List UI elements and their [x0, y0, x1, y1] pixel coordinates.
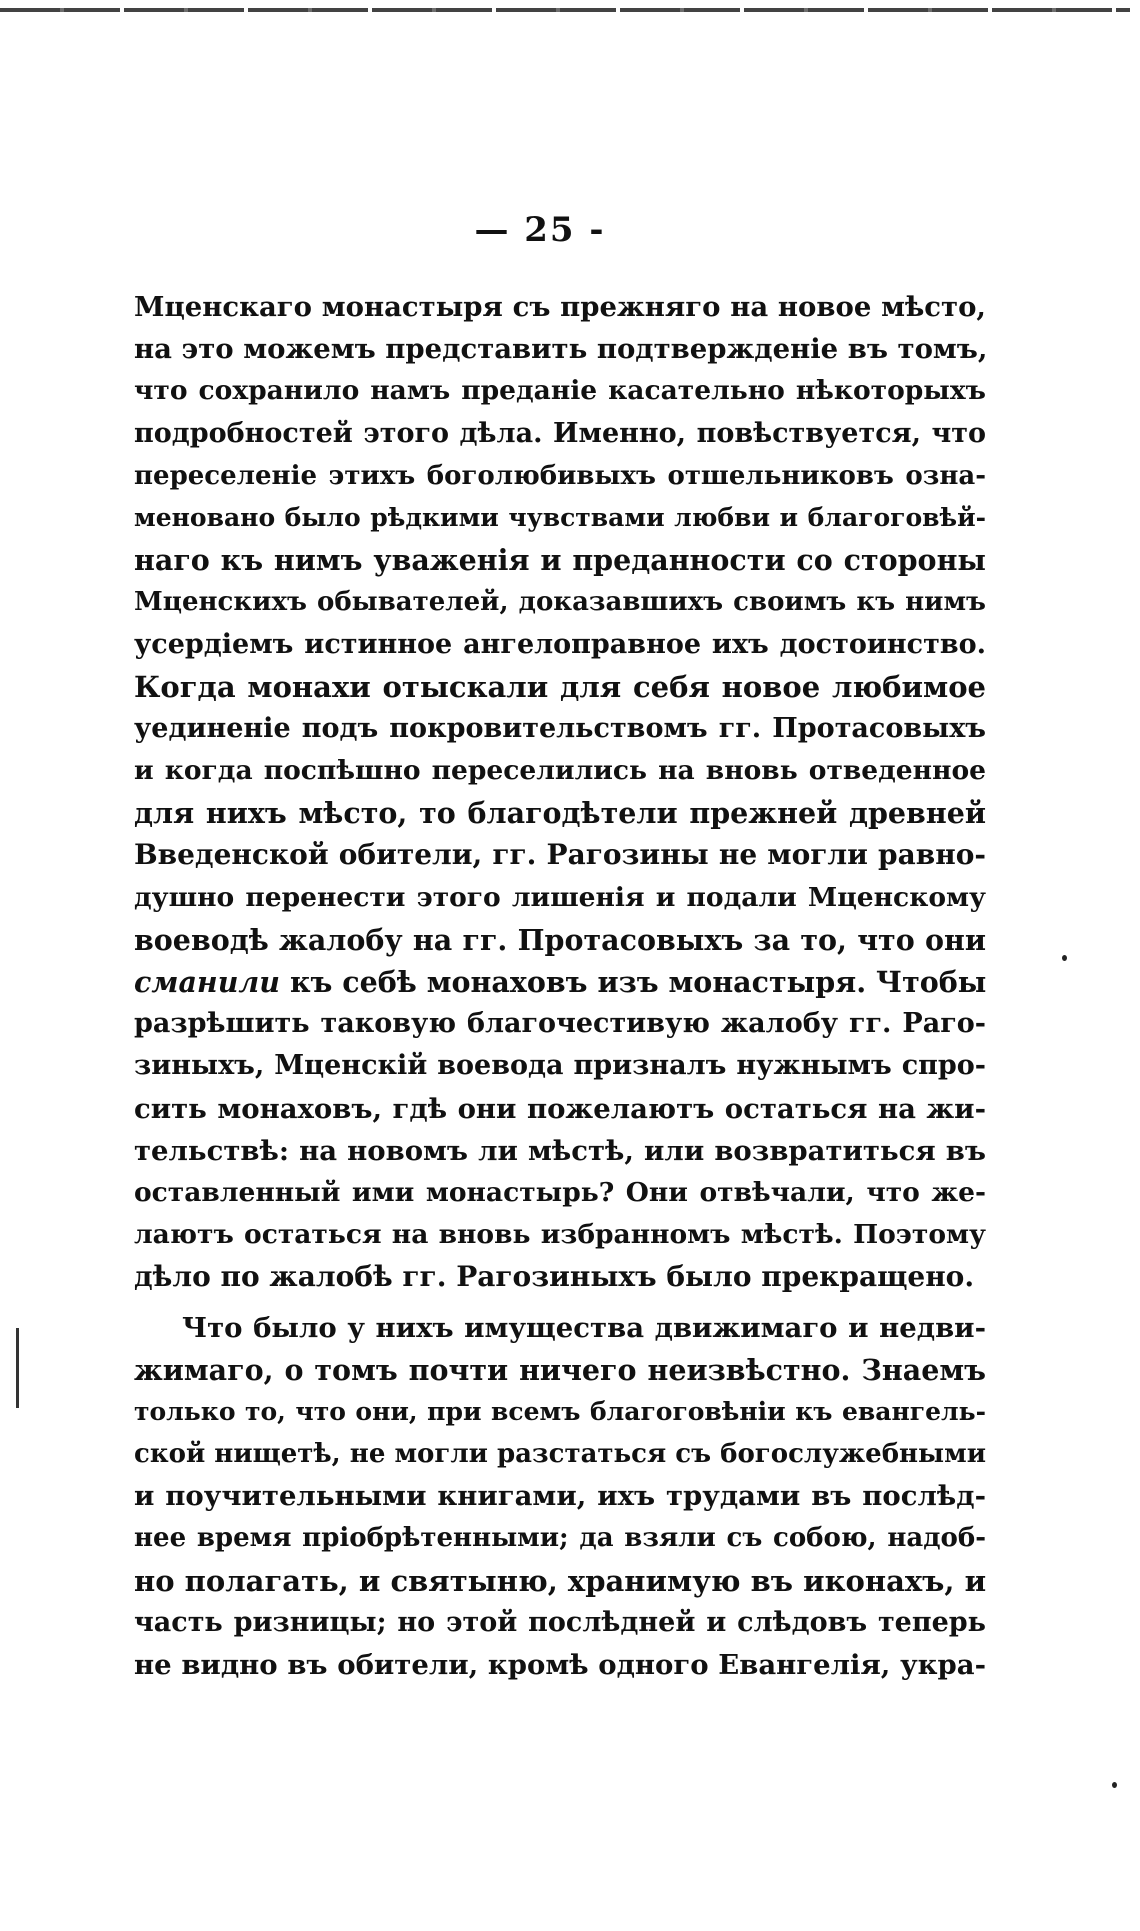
- text-line: воеводѣ жалобу на гг. Протасовыхъ за то, что они: [134, 922, 986, 957]
- text-line: не видно въ обители, кромѣ одного Евангелія, укра-: [134, 1649, 986, 1681]
- text-line: и поучительными книгами, ихъ трудами въ послѣд-: [134, 1480, 986, 1513]
- text-line: Мценскихъ обывателей, доказавшихъ своимъ къ нимъ: [134, 587, 986, 618]
- text-line: на это можемъ представить подтвержденіе въ томъ,: [134, 333, 988, 366]
- text-line: наго къ нимъ уваженія и преданности со стороны: [134, 543, 986, 578]
- text-line: меновано было рѣдкими чувствами любви и благоговѣй-: [134, 502, 986, 532]
- scan-top-edge: [0, 8, 1130, 12]
- text-line: ской нищетѣ, не могли разстаться съ богослужебными: [134, 1439, 986, 1470]
- margin-line-mark: [16, 1328, 19, 1408]
- text-line: нее время пріобрѣтенными; да взяли съ собою, надоб-: [134, 1523, 986, 1554]
- text-line: для нихъ мѣсто, то благодѣтели прежней древней: [134, 796, 986, 831]
- text-line: душно перенести этого лишенія и подали Мценскому: [134, 881, 986, 913]
- body-text: [134, 286, 986, 1686]
- text-line-paragraph-start: Что было у нихъ имущества движимаго и недви-: [182, 1311, 986, 1344]
- text-line: что сохранило намъ преданіе касательно нѣкоторыхъ: [134, 375, 986, 407]
- text-line: подробностей этого дѣла. Именно, повѣствуется, что: [134, 417, 986, 449]
- text-line: часть ризницы; но этой послѣдней и слѣдовъ теперь: [134, 1606, 986, 1638]
- text-line: разрѣшить таковую благочестивую жалобу гг. Раго-: [134, 1008, 986, 1040]
- text-line: жимаго, о томъ почти ничего неизвѣстно. Знаемъ: [134, 1352, 986, 1387]
- text-line: только то, что они, при всемъ благоговѣніи къ евангель-: [134, 1396, 986, 1426]
- paragraph-gap: [134, 1299, 986, 1307]
- scan-speck: [1062, 955, 1067, 961]
- text-line: уединеніе подъ покровительствомъ гг. Протасовыхъ: [134, 712, 986, 744]
- text-line-with-italic: [134, 961, 986, 1003]
- text-line-rest: къ себѣ монаховъ изъ монастыря. Чтобы: [289, 965, 987, 999]
- text-line: Введенской обители, гг. Рагозины не могли равно-: [134, 838, 986, 872]
- text-line: сить монаховъ, гдѣ они пожелаютъ остаться на жи-: [134, 1092, 986, 1125]
- page-number: [0, 210, 1140, 250]
- text-line: Мценскаго монастыря съ прежняго на новое мѣсто,: [134, 291, 986, 323]
- italic-word: сманили: [134, 965, 280, 999]
- text-line: зиныхъ, Мценскій воевода призналъ нужнымъ спро-: [134, 1050, 986, 1082]
- scan-speck: [1112, 1782, 1117, 1788]
- text-line: но полагать, и святыню, хранимую въ иконахъ, и: [134, 1563, 987, 1598]
- page-number-text: — 25 -: [474, 210, 606, 250]
- text-line: и когда поспѣшно переселились на вновь отведенное: [134, 755, 986, 787]
- text-line-paragraph-end: дѣло по жалобѣ гг. Рагозиныхъ было прекращено.: [134, 1260, 975, 1294]
- text-line: усердіемъ истинное ангелоправное ихъ достоинство.: [134, 628, 986, 660]
- text-line: тельствѣ: на новомъ ли мѣстѣ, или возвратиться въ: [134, 1134, 986, 1167]
- text-line: переселеніе этихъ боголюбивыхъ отшельниковъ озна-: [134, 460, 986, 491]
- text-line: оставленный ими монастырь? Они отвѣчали, что же-: [134, 1176, 986, 1208]
- text-line: лаютъ остаться на вновь избранномъ мѣстѣ. Поэтому: [134, 1219, 986, 1251]
- text-line: Когда монахи отыскали для себя новое любимое: [134, 669, 986, 704]
